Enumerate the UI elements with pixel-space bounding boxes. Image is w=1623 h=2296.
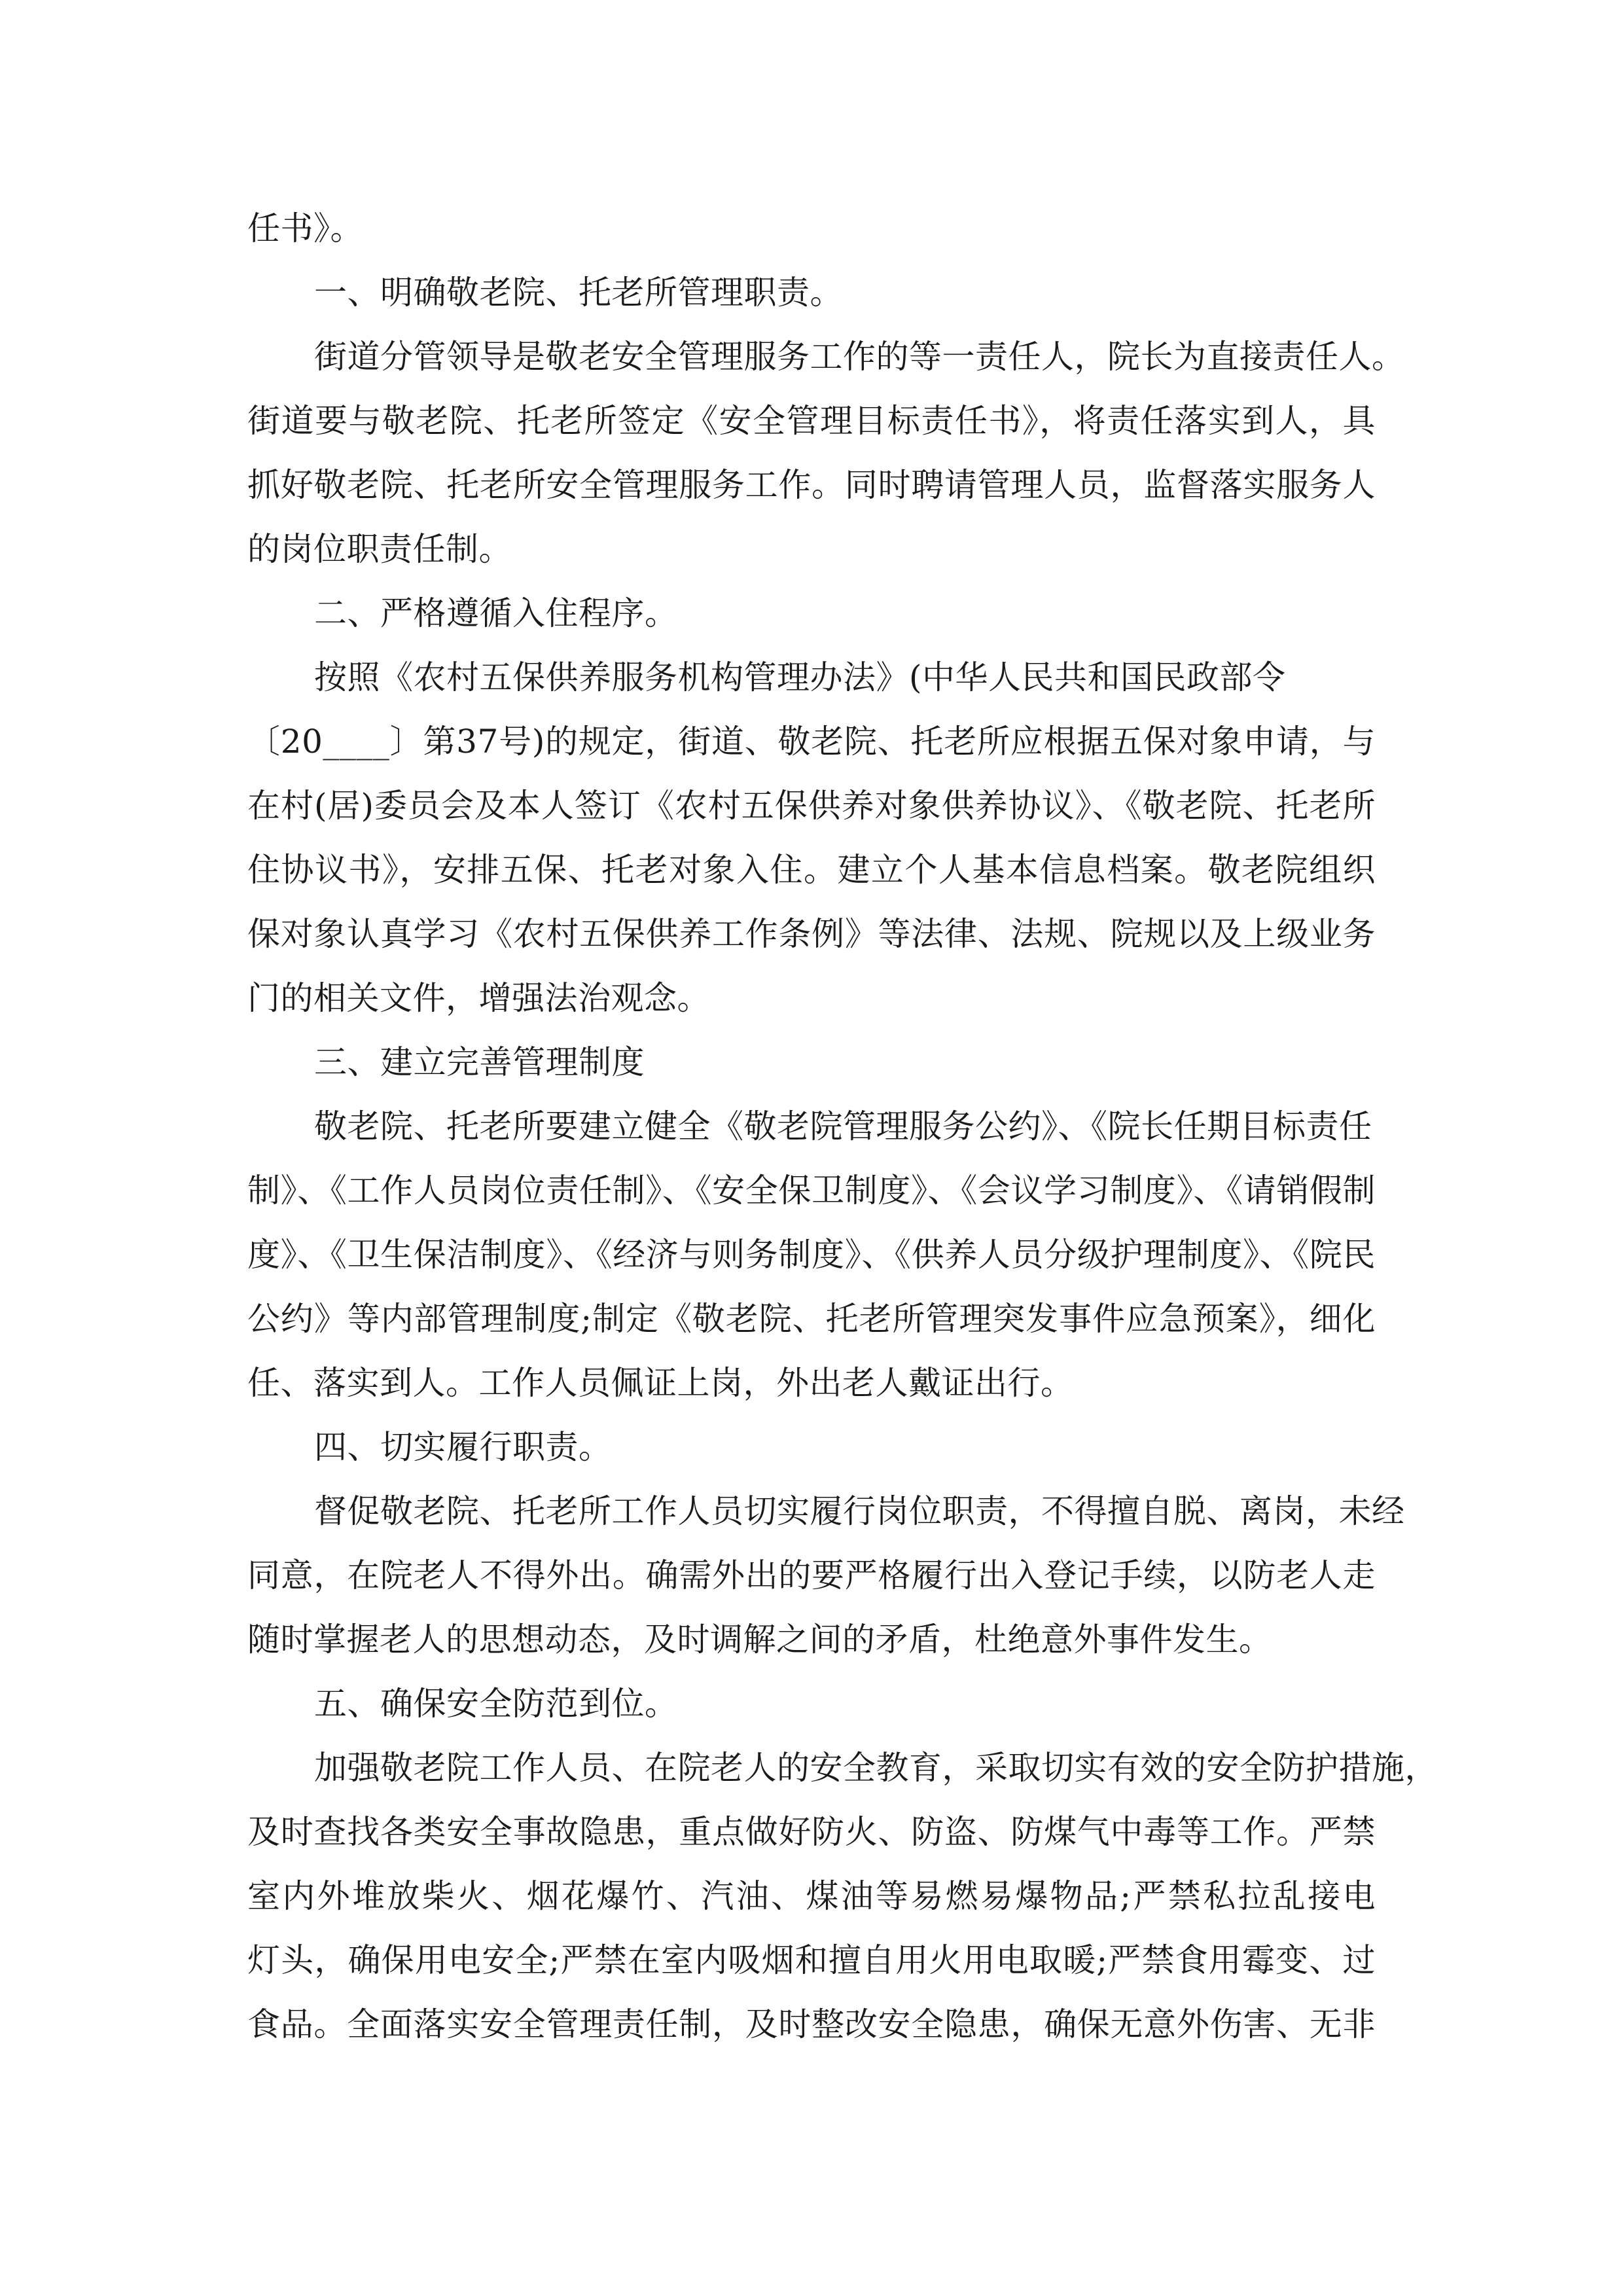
- text-line: 及时查找各类安全事故隐患，重点做好防火、防盗、防煤气中毒等工作。严禁: [247, 1813, 1376, 1851]
- text-line: 的岗位职责任制。: [247, 530, 512, 568]
- section-heading: 四、切实履行职责。: [314, 1428, 612, 1466]
- text-line: 制》、《工作人员岗位责任制》、《安全保卫制度》、《会议学习制度》、《请销假制: [247, 1172, 1376, 1210]
- text-line: 加强敬老院工作人员、在院老人的安全教育，采取切实有效的安全防护措施，: [314, 1749, 1438, 1787]
- text-line: 敬老院、托老所要建立健全《敬老院管理服务公约》、《院长任期目标责任: [314, 1107, 1372, 1145]
- section-heading: 五、确保安全防范到位。: [314, 1685, 678, 1723]
- text-line: 抓好敬老院、托老所安全管理服务工作。同时聘请管理人员，监督落实服务人: [247, 466, 1376, 504]
- text-line: 按照《农村五保供养服务机构管理办法》(中华人民共和国民政部令: [314, 658, 1286, 696]
- text-line: 任、落实到人。工作人员佩证上岗，外出老人戴证出行。: [247, 1364, 1074, 1402]
- text-line: 保对象认真学习《农村五保供养工作条例》等法律、法规、院规以及上级业务: [247, 915, 1376, 953]
- text-line: 街道要与敬老院、托老所签定《安全管理目标责任书》，将责任落实到人，具: [247, 402, 1376, 440]
- text-line: 任书》。: [247, 209, 363, 247]
- section-heading: 二、严格遵循入住程序。: [314, 594, 678, 632]
- text-line: 灯头，确保用电安全;严禁在室内吸烟和擅自用火用电取暖;严禁食用霉变、过: [247, 1941, 1376, 1979]
- section-heading: 三、建立完善管理制度: [314, 1043, 645, 1081]
- text-line: 食品。全面落实安全管理责任制，及时整改安全隐患，确保无意外伤害、无非: [247, 2005, 1376, 2043]
- text-line: 室内外堆放柴火、烟花爆竹、汽油、煤油等易燃易爆物品;严禁私拉乱接电: [247, 1877, 1376, 1915]
- document-body: [247, 196, 1438, 2056]
- text-line: 度》、《卫生保洁制度》、《经济与则务制度》、《供养人员分级护理制度》、《院民: [247, 1236, 1376, 1274]
- text-line: 住协议书》，安排五保、托老对象入住。建立个人基本信息档案。敬老院组织: [247, 851, 1376, 889]
- text-line: 门的相关文件，增强法治观念。: [247, 979, 710, 1017]
- text-line: 街道分管领导是敬老安全管理服务工作的等一责任人，院长为直接责任人。: [314, 338, 1405, 376]
- text-line: 随时掌握老人的思想动态，及时调解之间的矛盾，杜绝意外事件发生。: [247, 1621, 1272, 1659]
- text-line: 同意，在院老人不得外出。确需外出的要严格履行出入登记手续，以防老人走: [247, 1556, 1376, 1594]
- text-line: 公约》等内部管理制度;制定《敬老院、托老所管理突发事件应急预案》，细化: [247, 1300, 1376, 1338]
- text-line: 〔20____〕第37号)的规定，街道、敬老院、托老所应根据五保对象申请，与: [247, 723, 1376, 761]
- text-line: 督促敬老院、托老所工作人员切实履行岗位职责，不得擅自脱、离岗，未经: [314, 1492, 1405, 1530]
- text-line: 在村(居)委员会及本人签订《农村五保供养对象供养协议》、《敬老院、托老所: [247, 787, 1376, 825]
- section-heading: 一、明确敬老院、托老所管理职责。: [314, 274, 843, 312]
